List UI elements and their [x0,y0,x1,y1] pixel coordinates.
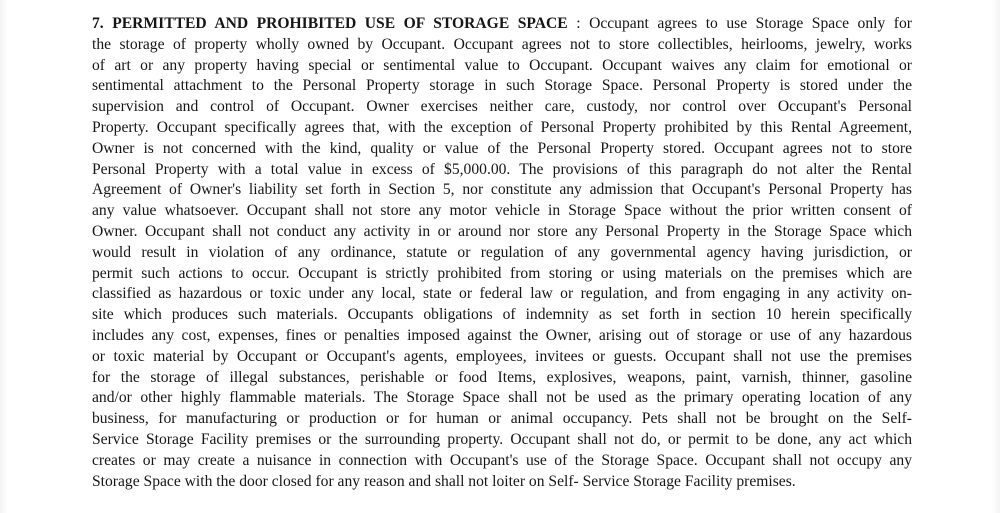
text-line-15: site which produces such materials. Occupants obligations of indemnity as set forth in section 10 herein specifically [92,306,912,324]
text-line-1 [92,14,912,35]
section-7-text [92,14,912,492]
text-line-2: the storage of property wholly owned by Occupant. Occupant agrees not to store collectibles, heirlooms, jewelry, works [92,35,912,53]
text-line-9: Agreement of Owner's liability set forth in Section 5, nor constitute any admission that Occupant's Personal Property has [92,181,912,199]
text-line-12: would result in violation of any ordinance, statute or regulation of any governmental agency having jurisdiction, or [92,243,912,261]
text-line-5: supervision and control of Occupant. Owner exercises neither care, custody, nor control over Occupant's Personal [92,98,912,116]
text-line-22: creates or may create a nuisance in connection with Occupant's use of the Storage Space. Occupant shall not occupy any [92,451,912,469]
text-line-23: Storage Space with the door closed for any reason and shall not loiter on Self- Service Storage Facility premises. [92,472,796,490]
text-line-10: any value whatsoever. Occupant shall not store any motor vehicle in Storage Space without the prior written consent of [92,202,912,220]
text-line-7: Owner is not concerned with the kind, quality or value of the Personal Property stored. Occupant agrees not to store [92,139,912,157]
text-line-19: and/or other highly flammable materials. The Storage Space shall not be used as the primary operating location of any [92,389,912,407]
text-line-18: for the storage of illegal substances, perishable or food Items, explosives, weapons, paint, varnish, thinner, gasoline [92,368,912,386]
text-line-3: of art or any property having special or sentimental value to Occupant. Occupant waives any claim for emotional or [92,56,912,74]
text-line-21: Service Storage Facility premises or the surrounding property. Occupant shall not do, or permit to be done, any act which [92,430,912,448]
text-line-11: Owner. Occupant shall not conduct any activity in or around nor store any Personal Property in the Storage Space which [92,222,912,240]
text-line-4: sentimental attachment to the Personal Property storage in such Storage Space. Personal Property is stored under the [92,77,912,95]
line-text: : Occupant agrees to use Storage Space only for [567,15,912,32]
text-line-14: classified as hazardous or toxic under any local, state or federal law or regulation, and from engaging in any activity on- [92,285,912,303]
text-line-16: includes any cost, expenses, fines or penalties imposed against the Owner, arising out of storage or use of any hazardous [92,326,912,344]
text-line-13: permit such actions to occur. Occupant is strictly prohibited from storing or using materials on the premises which are [92,264,912,282]
text-line-6: Property. Occupant specifically agrees that, with the exception of Personal Property prohibited by this Rental Agreement, [92,118,912,136]
section-heading: 7. PERMITTED AND PROHIBITED USE OF STORAGE SPACE [92,15,568,32]
text-line-8: Personal Property with a total value in excess of $5,000.00. The provisions of this paragraph do not alter the Rental [92,160,912,178]
text-line-20: business, for manufacturing or production or for human or animal occupancy. Pets shall not be brought on the Self- [92,410,912,428]
text-line-17: or toxic material by Occupant or Occupant's agents, employees, invitees or guests. Occupant shall not use the premises [92,347,912,365]
